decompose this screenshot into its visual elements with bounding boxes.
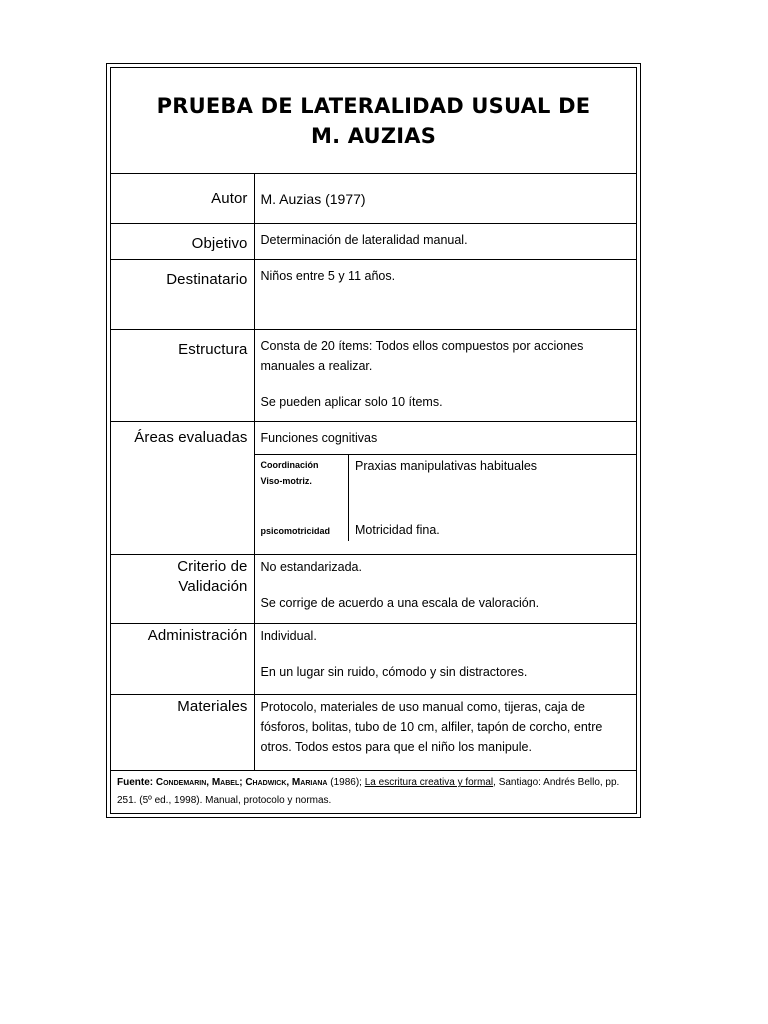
row-estructura [111,330,636,422]
row-areas [111,422,636,455]
row-destinatario [111,260,636,330]
row-autor [111,174,636,224]
title-cell [111,68,636,174]
label-criterio [111,555,254,624]
label-destinatario: Destinatario [111,260,254,330]
document-card [106,63,641,818]
value-materiales: Protocolo, materiales de uso manual como, tijeras, caja de fósforos, bolitas, tubo de 10 cm, alfiler, tapón de corcho, entre otros. Todos estos para que el niño los manipule. [254,695,636,771]
label-estructura: Estructura [111,330,254,422]
row-source [111,771,636,811]
value-criterio [254,555,636,624]
row-objetivo [111,224,636,260]
estructura-paragraph-2: Se pueden aplicar solo 10 ítems. [260,395,443,409]
info-table [111,68,636,810]
title-line-2: M. AUZIAS [310,123,437,148]
areas-subcolumn-left [255,455,349,541]
label-criterio-line-1: Criterio de [177,558,248,575]
row-administracion [111,624,636,695]
source-rest: , Santiago: Andrés Bello, pp. 251. (5º ed., 1998). Manual, protocolo y normas. [117,777,620,806]
label-administracion: Administración [111,624,254,695]
page-title [111,91,636,151]
source-cell: Fuente: Condemarin, Mabel; Chadwick, Mariana (1986); La escritura creativa y formal, Santiago: Andrés Bello, pp. 251. (5º ed., 1998). Manual, protocolo y normas. [111,771,636,811]
card-inner-border [110,67,637,814]
source-label: Fuente [117,777,150,788]
label-autor: Autor [111,174,254,224]
sub-left-item-1: Coordinación Viso-motriz. [260,460,319,486]
sub-right-item-1: Praxias manipulativas habituales [355,459,538,473]
title-line-1: PRUEBA DE LATERALIDAD USUAL DE [156,93,591,118]
value-administracion [254,624,636,695]
value-destinatario: Niños entre 5 y 11 años. [254,260,636,330]
value-objetivo: Determinación de lateralidad manual. [254,224,636,260]
administracion-paragraph-1: Individual. [260,629,317,643]
value-areas: Funciones cognitivas [254,422,636,455]
sub-left-item-2: psicomotricidad [260,526,331,536]
label-criterio-line-2: Validación [178,578,248,595]
source-year: (1986); [327,777,365,788]
title-row [111,68,636,174]
administracion-paragraph-2: En un lugar sin ruido, cómodo y sin distractores. [260,665,528,679]
label-materiales: Materiales [111,695,254,771]
value-autor: M. Auzias (1977) [254,174,636,224]
estructura-paragraph-1: Consta de 20 ítems: Todos ellos compuestos por acciones manuales a realizar. [260,339,584,373]
sub-right-item-2: Motricidad fina. [355,523,440,537]
row-criterio [111,555,636,624]
source-book-title: La escritura creativa y formal [364,777,494,788]
areas-subcolumn-right [349,455,637,541]
areas-subtable [255,455,637,541]
source-authors: Condemarin, Mabel; Chadwick, Mariana [155,777,328,788]
criterio-paragraph-1: No estandarizada. [260,560,362,574]
row-materiales [111,695,636,771]
areas-detail-cell [254,455,636,555]
value-estructura [254,330,636,422]
label-areas: Áreas evaluadas [111,422,254,555]
label-objetivo: Objetivo [111,224,254,260]
criterio-paragraph-2: Se corrige de acuerdo a una escala de valoración. [260,596,540,610]
